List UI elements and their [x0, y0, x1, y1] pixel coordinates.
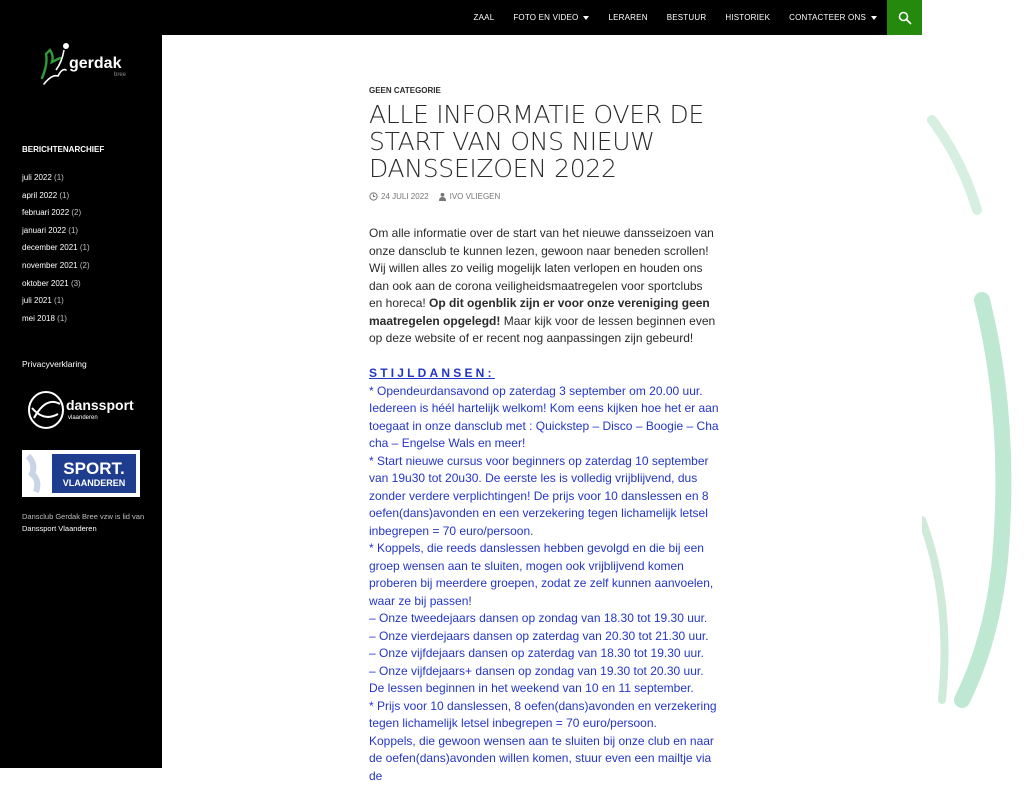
sport-logo-subtext: VLAANDEREN: [62, 478, 126, 488]
nav-label: HISTORIEK: [725, 13, 771, 22]
archive-link[interactable]: oktober 2021: [22, 278, 69, 288]
archive-link[interactable]: februari 2022: [22, 208, 70, 218]
archive-title: BERICHTENARCHIEF: [22, 145, 105, 154]
archive-link[interactable]: april 2022: [22, 190, 58, 200]
danssport-vlaanderen-logo[interactable]: [26, 388, 138, 432]
spacer: [369, 348, 719, 366]
membership-text: Dansclub Gerdak Bree vzw is lid van: [22, 512, 145, 521]
intro-text: Om alle informatie over de start van het nieuwe dansseizoen van onze dansclub te kunnen lezen, gewoon naar beneden scrollen!: [369, 226, 714, 258]
privacy-link[interactable]: Privacyverklaring: [22, 359, 87, 369]
archive-count: (1): [59, 190, 70, 200]
post-body: [369, 225, 719, 785]
nav-label: LERAREN: [608, 13, 648, 22]
archive-link[interactable]: januari 2022: [22, 225, 67, 235]
danssport-logo-subtext: vlaanderen: [68, 415, 98, 421]
logo-text: gerdak: [69, 55, 122, 72]
post-meta: [369, 192, 719, 201]
post-date-text: 24 JULI 2022: [381, 192, 429, 201]
caret-down-icon: [583, 16, 589, 20]
caret-down-icon: [871, 16, 877, 20]
info-line: * Start nieuwe cursus voor beginners op zaterdag 10 september van 19u30 tot 20u30. De eerste les is volledig vrijblijvend, dus zonder verdere verplichtingen! De prijs voor 10 danslessen en 8 oefen(dans)avonden en een verzekering tegen lichamelijk letsel inbegrepen = 70 euro/persoon.: [369, 453, 709, 538]
sport-vlaanderen-logo[interactable]: [22, 450, 140, 497]
search-icon: [898, 11, 912, 25]
sport-logo-text: SPORT.: [63, 459, 125, 478]
site-logo[interactable]: [36, 40, 128, 90]
info-line: * Opendeurdansavond op zaterdag 3 september om 20.00 uur.: [369, 383, 703, 398]
nav-label: BESTUUR: [666, 13, 707, 22]
nav-item-bestuur[interactable]: [667, 13, 707, 22]
safety-text: Wij willen alles zo veilig mogelijk laten verlopen en houden ons dan ook aan de corona veiligheidsmaatregelen voor sportclubs en horeca!: [369, 261, 703, 310]
archive-item: [22, 169, 90, 187]
nav-label: ZAAL: [473, 13, 495, 22]
safety-text-end: Maar kijk voor de lessen beginnen even op deze website of er recent nog aanpassingen zijn gebeurd!: [369, 313, 716, 345]
info-line: De lessen beginnen in het weekend van 10 en 11 september.: [369, 681, 694, 695]
clock-icon: [369, 192, 378, 201]
nav-item-contacteer-ons[interactable]: [789, 13, 877, 22]
archive-item: [22, 310, 90, 328]
archive-count: (1): [54, 173, 64, 182]
archive-count: (2): [71, 208, 82, 218]
nav-item-zaal[interactable]: [474, 13, 495, 22]
info-line: – Onze tweedejaars dansen op zondag van 18.30 tot 19.30 uur.: [369, 611, 708, 625]
archive-count: (1): [68, 225, 79, 235]
archive-link[interactable]: mei 2018: [22, 313, 55, 323]
search-button[interactable]: [887, 0, 922, 35]
main-nav: [455, 0, 877, 35]
archive-item: [22, 257, 90, 275]
post-category[interactable]: GEEN CATEGORIE: [369, 86, 441, 95]
post-author-text: IVO VLIEGEN: [449, 192, 501, 201]
archive-link[interactable]: december 2021: [22, 243, 78, 253]
info-line: Iedereen is héél hartelijk welkom! Kom eens kijken hoe het er aan toegaat in onze dansclub met : Quickstep – Disco – Boogie – Cha cha – Engelse Wals en meer!: [369, 401, 719, 450]
info-line: – Onze vierdejaars dansen op zaterdag van 20.30 tot 21.30 uur.: [369, 628, 709, 643]
archive-count: (3): [70, 278, 81, 288]
post-author[interactable]: [438, 192, 501, 201]
logo-subtext: bree: [114, 72, 127, 78]
archive-count: (2): [79, 260, 90, 270]
nav-item-leraren[interactable]: [608, 13, 647, 22]
archive-item: [22, 239, 90, 257]
user-icon: [438, 192, 447, 201]
post-title: ALLE INFORMATIE OVER DE START VAN ONS NIEUW DANSSEIZOEN 2022: [369, 100, 704, 183]
archive-list: [22, 169, 90, 327]
nav-label: FOTO EN VIDEO: [513, 13, 579, 22]
nav-item-foto-en-video[interactable]: [513, 13, 589, 22]
info-line: * Koppels, die reeds danslessen hebben gevolgd en die bij een groep wensen aan te sluiten, mogen ook vrijblijvend komen proberen bij meerdere groepen, zodat ze zelf kunnen aanvoelen, waar ze bij passen!: [369, 541, 714, 608]
top-bar: [0, 0, 922, 35]
post-article: [369, 86, 719, 785]
archive-count: (1): [54, 296, 64, 306]
section-heading: STIJLDANSEN:: [369, 366, 495, 380]
archive-count: (1): [57, 313, 67, 323]
post-date[interactable]: [369, 192, 429, 201]
archive-link[interactable]: juli 2022: [22, 173, 52, 182]
nav-label: CONTACTEER ONS: [789, 13, 866, 22]
background-decoration: [922, 0, 1024, 768]
danssport-logo-text: danssport: [66, 397, 134, 413]
info-line: Koppels, die gewoon wensen aan te sluiten bij onze club en naar de oefen(dans)avonden willen komen, stuur even een mailtje via de: [369, 733, 714, 783]
archive-link[interactable]: november 2021: [22, 260, 78, 270]
info-line: – Onze vijfdejaars+ dansen op zondag van 19.30 tot 20.30 uur.: [369, 663, 704, 678]
membership-note: [22, 511, 152, 535]
archive-item: [22, 187, 90, 205]
archive-item: [22, 222, 90, 240]
info-line: * Prijs voor 10 danslessen, 8 oefen(dans)avonden en verzekering tegen lichamelijk letsel inbegrepen = 70 euro/persoon.: [369, 698, 717, 730]
archive-link[interactable]: juli 2021: [22, 296, 52, 306]
stijldansen-section: [369, 365, 719, 785]
nav-item-historiek[interactable]: [725, 13, 770, 22]
safety-bold-text: Op dit ogenblik zijn er voor onze vereniging geen maatregelen opgelegd!: [369, 296, 710, 328]
archive-item: [22, 204, 90, 222]
archive-count: (1): [79, 243, 90, 253]
archive-item: [22, 275, 90, 293]
archive-item: [22, 292, 90, 310]
danssport-vlaanderen-link[interactable]: Danssport Vlaanderen: [22, 524, 97, 533]
intro-paragraph: [369, 225, 719, 348]
info-line: – Onze vijfdejaars dansen op zaterdag van 18.30 tot 19.30 uur.: [369, 646, 704, 660]
sidebar: [0, 35, 162, 768]
